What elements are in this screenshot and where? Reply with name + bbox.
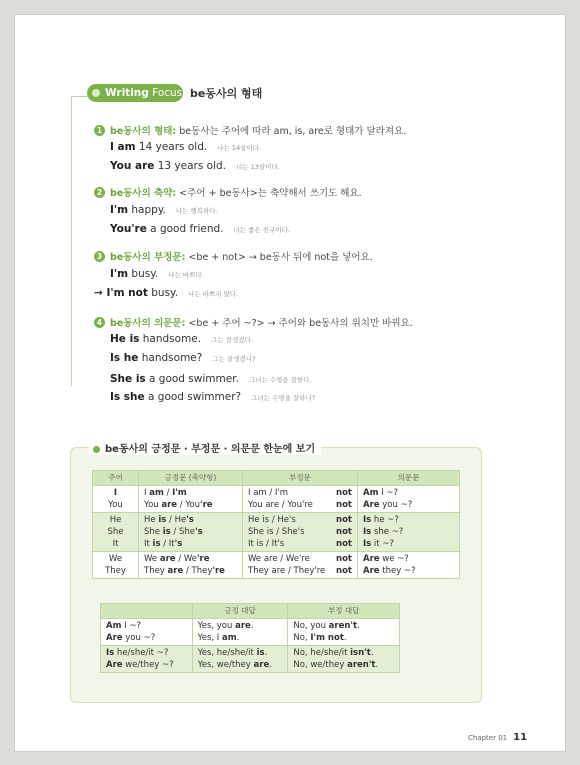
bullet-icon (93, 446, 100, 453)
col-header: 주어 (93, 471, 139, 486)
example-line: You are 13 years old. 너는 13살이다. (110, 160, 280, 172)
section-1-rule (110, 123, 406, 137)
example-line: You're a good friend. 너는 좋은 친구이다. (110, 223, 290, 235)
section-number-2: 2 (94, 187, 105, 198)
table-row: We They We are / We're They are / They're We are / We're They are / They're not not Are we ~? Are they ~? (93, 552, 460, 579)
example-line: I'm happy. 나는 행복하다. (110, 204, 218, 216)
answers-table (100, 603, 400, 673)
section-4-rule (110, 315, 413, 329)
page-title: be동사의 형태 (190, 87, 263, 100)
page-footer (468, 732, 527, 743)
table-row: Am I ~? Are you ~? Yes, you are. Yes, I am. No, you aren't. No, I'm not. (101, 619, 400, 646)
example-line: Is he handsome? 그는 잘생겼니? (110, 352, 256, 364)
writing-focus-badge (87, 84, 183, 102)
col-header: 부정문 (243, 471, 358, 486)
example-line: I am 14 years old. 나는 14살이다. (110, 141, 262, 153)
summary-title: be동사의 긍정문 · 부정문 · 의문문 한눈에 보기 (89, 440, 321, 455)
col-header: 부정 대답 (288, 604, 400, 619)
col-header: 긍정문 (축약형) (139, 471, 243, 486)
table-row: Is he/she/it ~? Are we/they ~? Yes, he/she/it is. Yes, we/they are. No, he/she/it isn't. No, we/they aren't. (101, 646, 400, 673)
section-number-1: 1 (94, 125, 105, 136)
example-line: I'm busy. 나는 바쁘다. (110, 268, 204, 280)
badge-light-text: Focus (152, 87, 183, 99)
chapter-label: Chapter 01 (468, 734, 508, 742)
section-rail (71, 96, 72, 386)
section-3-text: <be + not> → be동사 뒤에 not을 넣어요. (188, 252, 373, 263)
section-2-heading: be동사의 축약: (110, 188, 177, 199)
section-3-rule (110, 249, 373, 263)
example-line: He is handsome. 그는 잘생겼다. (110, 333, 253, 345)
table-row: He She It He is / He's She is / She's It is / It's He is / He's She is / She's It is / It's not not not Is he ~? Is she ~? Is it ~? (93, 513, 460, 552)
section-3-heading: be동사의 부정문: (110, 252, 186, 263)
section-4-heading: be동사의 의문문: (110, 318, 186, 329)
section-number-3: 3 (94, 251, 105, 262)
table-row: I You I am / I'm You are / You're I am / I'm You are / You're not not Am I ~? Are you ~? (93, 486, 460, 513)
section-4-text: <be + 주어 ~?> → 주어와 be동사의 위치만 바꿔요. (188, 318, 413, 329)
section-2-text: <주어 + be동사>는 축약해서 쓰기도 해요. (179, 188, 362, 199)
example-line: → I'm not busy. 나는 바쁘지 않다. (94, 287, 239, 299)
conjugation-table (92, 470, 460, 579)
header-rail (71, 96, 89, 97)
section-1-heading: be동사의 형태: (110, 126, 177, 137)
badge-dot-icon (92, 89, 100, 97)
example-line: She is a good swimmer. 그녀는 수영을 잘한다. (110, 373, 312, 385)
section-1-text: be동사는 주어에 따라 am, is, are로 형태가 달라져요. (179, 126, 407, 137)
col-header (101, 604, 193, 619)
section-number-4: 4 (94, 317, 105, 328)
col-header: 긍정 대답 (192, 604, 288, 619)
example-line: Is she a good swimmer? 그녀는 수영을 잘하니? (110, 391, 316, 403)
page-number: 11 (513, 732, 528, 743)
badge-bold-text: Writing (105, 87, 149, 99)
col-header: 의문문 (358, 471, 460, 486)
section-2-rule (110, 185, 362, 199)
